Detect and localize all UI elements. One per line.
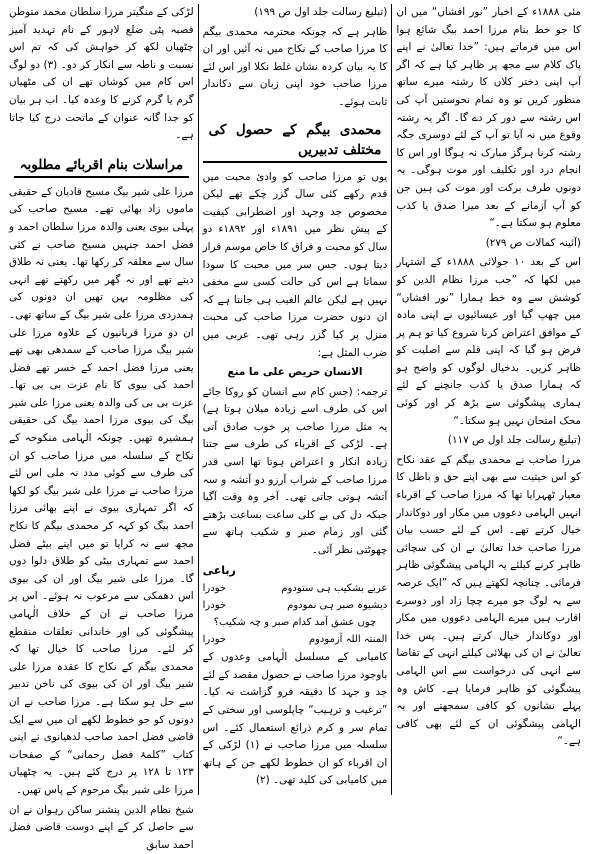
column-right-paragraph-1: مئی ۱۸۸۸ء کے اخبار ”نور افشاں“ میں ان کا جو خط بنام مرزا احمد بیگ شائع ہوا اس میں فرماتے ہیں: ”خدا تعالیٰ نے اپنے پاک کلام سے مجھ پر ظاہر کیا ہے کہ اگر آپ اپنی دختر کلاں کا رشتہ میرے ساتھ منظور کریں تو وہ تمام نحوستیں آپ کی اس رشتہ سے دور کر دے گا۔ اگر یہ رشتہ وقوع میں نہ آیا تو آپ کے لئے دوسری جگہ رشتہ کرنا ہرگز مبارک نہ ہوگا اور اس کا انجام درد اور تکلیف اور موت ہوگی۔ یہ دونوں طرف برکت اور موت کی ہیں جن کو آپ آزمانے کے بعد میرا صدق یا کذب معلوم ہو سکتا ہے۔“ — [396, 6, 581, 230]
column-left-paragraph-3: شیخ نظام الدین پنشنر ساکن رہوان نے ان سے حاصل کر کے اپنے دوست قاضی فضل احمد سابق — [8, 803, 194, 851]
column-middle-paragraph-3: ترجمہ: (جس کام سے انسان کو روکا جائے اس کی طرف اسے زیادہ میلان ہوتا ہے) یہ مثل مرزا صاحب پر خوب صادق آتی ہے۔ لڑکی کے اقرباء کی طرف سے جتنا زیادہ انکار و اعتراض ہوتا تھا اسی قدر مرزا صاحب کے شراب آرزو دو آتشہ و سہ آتشہ ہوتی جاتی تھی۔ آخر وہ وقت آگیا جبکہ دل کی بے کلی ساعت بساعت بڑھتے گئی اور زمام صبر و شکیب ہاتھ سے چھوٹتی نظر آئی۔ — [202, 385, 388, 557]
column-right — [392, 4, 585, 795]
verse-2-text: دیشیوہ صبر ہی نمودوم — [287, 600, 388, 612]
verse-1-refrain: خودرا — [202, 583, 227, 595]
verse-line-3: چوں عشق آمد کدام صبر و چہ شکیب؟ — [213, 617, 377, 629]
column-right-paragraph-3: مرزا صاحب نے محمدی بیگم کے عقد نکاح کو اس حیثیت سے بھی اپنے حق و باطل کا معیار ٹھہرایا تھا کہ مرزا صاحب کے اقرباء انہیں الہامی دعووں میں مکار اور دوکاندار خیال کرتے تھے۔ اس کے لئے حسب بیان مرزا صاحب خدا تعالیٰ نے ان کی سچائی ظاہر کرنے کیلئے یہ الہامی پیشگوئی ظاہر فرمائی۔ چنانچہ لکھتے ہیں کہ ”ایک عرصہ سے یہ لوگ جو میرے چچا زاد اور دوسرے اقارب ہیں میرے الہامی دعووں میں مکار اور دوکاندار خیال کرتے ہیں۔ پس خدا تعالیٰ نے ان کی بھلائی کیلئے انہی کے تقاضا سے انہی کی درخواست سے اس الہامی پیشگوئی کو ظاہر فرمایا ہے۔ کاش وہ پہلے نشانوں کو کافی سمجھتے اور یہ الہامی پیشگوئی ان کے لئے بھی کافی ہے۔“ — [396, 453, 581, 748]
verse-line-4 — [203, 632, 388, 648]
column-middle-paragraph-1: ظاہر ہے کہ چونکہ محترمہ محمدی بیگم کا مرزا صاحب کے نکاح میں نہ آئیں اور ان کا یہ بیان کردہ نشان غلط نکلا اور اس لئے مرزا صاحب خود اپنی زبان سے دکاندار ثابت ہوئے۔ — [202, 25, 388, 108]
column-left-paragraph-1: لڑکی کے منگیتر مرزا سلطان محمد متوطن قصبہ پٹی ضلع لاہور کے نام تہدید آمیز چٹھیاں لکھ کر خواہش کی کہ تم اس نسبت و ناطہ سے انکار کر دو۔ (۳) دو لوگ اس کام میں کوشاں تھے ان کی مٹھیاں گرم یا گرم کرنے کا وعدہ کیا۔ اب ہر بیان کو جدا گانہ عنوان کے ماتحت درج کیا جاتا ہے۔ — [8, 6, 194, 142]
column-right-paragraph-2: اس کے بعد ۱۰ جولائی ۱۸۸۸ء کے اشتہار میں لکھا کہ ”جب مرزا نظام الدین کو کوشش سے وہ خط ہمارا ”نور افشاں“ میں چھپ گیا اور عیسائیوں نے اپنی مادہ کے موافق اعتراض کرنا شروع کیا تو ہم پر فرض ہو گیا کہ اپنی قلم سے اصلیت کو ظاہر کریں۔ بدخیال لوگوں کو واضح ہو کہ ہمارا صدق یا کذب جانچنے کے لئے ہماری پیشگوئی سے بڑھ کر اور کوئی محک امتحان نہیں ہو سکتا۔“ — [396, 256, 581, 427]
column-left-paragraph-2: مرزا علی شیر بیگ مسیح قادیان کے حقیقی ماموں زاد بھائی تھے۔ مسیح صاحب کی پہلی بیوی یعنی والدہ مرزا سلطان احمد و فضل احمد جنہیں مسیح صاحب نے کئی سال سے معلقہ کر رکھا تھا۔ یعنی نہ طلاق دیتے تھے اور نہ گھر میں رکھتے تھے انہی کی مظلومہ بہن تھیں ان دونوں کی ہمدردی مرزا علی شیر بیگ کے ساتھ تھی۔ ان دو مرزا قربانیوں کے علاوہ مرزا علی شیر بیگ مرزا صاحب کے سمدھی بھی تھے یعنی مرزا فضل احمد کے خسر تھے فضل احمد کی بیوی کا نام عزت بی بی تھا۔ عزت بی بی کی والدہ یعنی مرزا علی شیر بیگ کی بیوی مرزا احمد بیگ کی حقیقی ہمشیرہ تھیں۔ چونکہ الٰہامی منکوحہ کے نکاح کے سلسلہ میں مرزا صاحب کو ان کی طرف سے کوئی مدد نہ ملی اس لئے مرزا صاحب نے مرزا علی شیر بیگ کو لکھا کہ اگر تمہاری بیوی نے اپنے بھائی مرزا احمد بیگ کو کہہ کر محمدی بیگم کا نکاح مجھ سے نہ کرایا تو میں اپنے بیٹے فضل احمد سے تمہاری بیٹی کو طلاق دلوا دوں گا۔ مرزا علی شیر بیگ اور ان کی بیوی اس دھمکی سے مرعوب نہ ہوئے۔ اس پر مرزا صاحب نے ان کے خلاف الٰہامی پیشگوئی کی اور خاندانی تعلقات منقطع کر لئے۔ مرزا صاحب کا خیال تھا کہ محمدی بیگم کے نکاح کا عقدہ مرزا علی شیر بیگ اور ان کی بیوی کی ناخن تدبیر سے حل ہو سکتا ہے۔ مرزا صاحب نے ان دونوں کو جو خطوط لکھے ان میں سے ایک قاضی فضل احمد صاحب لدھیانوی نے اپنی کتاب ”کلمۂ فضل رحمانی“ کے صفحات ۱۲۳ تا ۱۲۸ پر درج کئے ہیں۔ یہ چٹھیاں مرزا علی شیر بیگ مرحوم کے پاس تھیں۔ — [8, 185, 194, 796]
section-headline-muhammadi-begum: محمدی بیگم کے حصول کی مختلف تدبیریں — [203, 120, 388, 163]
column-right-reference-1: (آئینہ کمالات ص ۲۷۹) — [485, 236, 581, 249]
column-left — [5, 4, 199, 851]
arabic-proverb: الانسان حریص علی ما منع — [227, 366, 363, 379]
verse-4-refrain: خودرا — [202, 634, 227, 646]
verse-2-refrain: خودرا — [202, 600, 227, 612]
rubai-title: رباعی — [202, 563, 236, 577]
verse-1-text: عربے بشکیب ہی ستودوم — [281, 583, 388, 595]
column-right-reference-2: (تبلیغ رسالت جلد اول ص ۱۱۷) — [447, 434, 581, 447]
verse-line-2 — [203, 598, 388, 614]
column-middle — [199, 4, 393, 795]
column-middle-reference-top: (تبلیغ رسالت جلد اول ص ۱۹۹) — [254, 6, 388, 18]
column-middle-paragraph-2: یوں تو مرزا صاحب کو وادیٔ محبت میں قدم رکھے کئی سال گزر چکے تھے لیکن مخصوص جد وجہد اور اضطرابی کیفیت کے پیش نظر میں ۱۸۹۱ء اور ۱۸۹۲ء دو سال کو محبت و فراق کا خاص موسم قرار دیتا ہوں۔ جس سر میں محبت کا سودا سماتا ہے اس کی حالت کسی سے مخفی نہیں ہے لیکن عالم الغیب ہی جانتا ہے کہ ان دنوں حضرت مرزا صاحب کی محبت منزل پر کیا گزر رہی تھی۔ عربی میں ضرب المثل ہے: — [202, 170, 388, 359]
column-middle-paragraph-4: کامیابی کے مسلسل الٰہامی وعدوں کے باوجود مرزا صاحب نے حصول مقصد کے لئے جد و جہد کا دقیقہ فرو گزاشت نہ کیا۔ ”ترغیب و ترہیب“ چاپلوسی اور سختی کے تمام سر و کرم ذرائع استعمال کئے۔ اس سلسلہ میں مرزا صاحب نے (۱) لڑکی کے ان اقرباء کو ان خطوط لکھے جن کے ہاتھ میں کامیابی کی کلید تھی۔ (۲) — [202, 651, 388, 787]
verse-line-1 — [203, 581, 388, 597]
section-headline-correspondence: مراسلات بنام اقربائے مطلوبہ — [14, 155, 190, 178]
column-container — [5, 4, 585, 851]
verse-4-text: المنتہ اللہ آزمودوم — [308, 634, 388, 646]
